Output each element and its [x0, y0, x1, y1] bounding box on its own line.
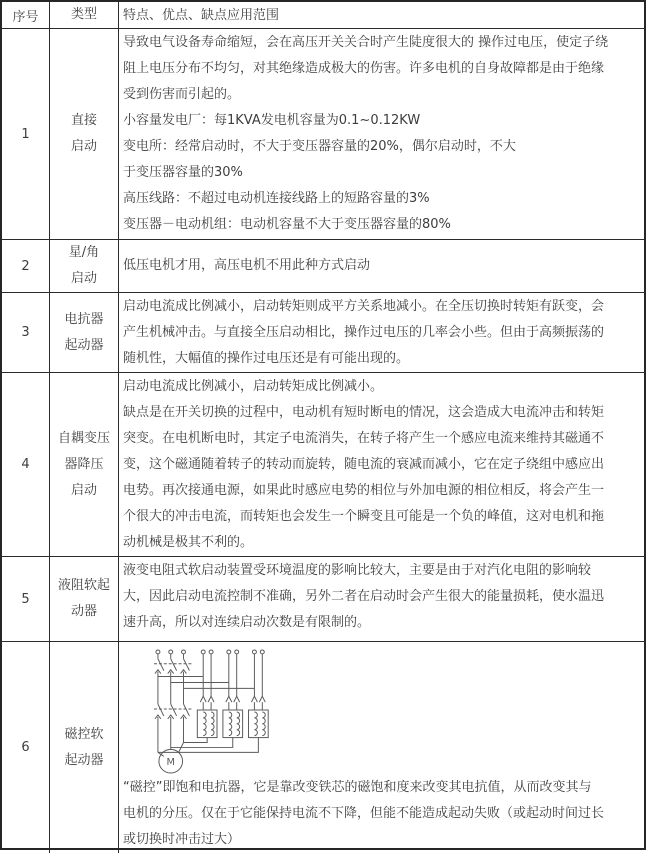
type-line: 起动器: [64, 752, 104, 768]
row-number: 1: [21, 126, 30, 142]
table-row-autotransformer: [2, 373, 644, 557]
content-line: 小容量发电厂：每1KVA发电机容量为0.1~0.12KW: [123, 113, 421, 128]
content-line: 启动电流成比例减小，启动转矩成比例减小。: [123, 379, 384, 394]
type-line: 电抗器: [64, 311, 104, 327]
content-line: 于变压器容量的30%: [123, 165, 243, 180]
circuit-diagram: [137, 647, 640, 775]
content-line: 低压电机才用，高压电机不用此种方式启动: [123, 258, 371, 273]
content-line: 阻上电压分布不均匀，对其绝缘造成极大的伤害。许多电机的自身故障都是由于绝缘: [123, 61, 605, 76]
header-no-label: 序号: [12, 9, 39, 25]
row-content-cell: [119, 373, 644, 557]
type-line: 启动: [70, 271, 97, 286]
row-type-cell: [50, 642, 119, 853]
type-line: 液阻软起: [57, 578, 110, 593]
content-line: 个很大的冲击电流，而转矩也会发生一个瞬变且可能是一个负的峰值，这对电机和拖: [123, 509, 605, 524]
row-number-cell: [2, 293, 50, 373]
content-line: 液变电阻式软启动装置受环境温度的影响比较大，主要是由于对汽化电阻的影响较: [123, 563, 592, 578]
header-cell-features: [119, 2, 644, 29]
content-line: 大，因此启动电流控制不准确，另外二者在启动时会产生很大的能量损耗，使水温迅: [123, 589, 605, 604]
content-line: 电机的分压。仅在于它能保持电流不下降，但能不能造成起动失败（或起动时间过长: [123, 806, 605, 821]
header-features-label: 特点、优点、缺点应用范围: [123, 7, 280, 23]
saturable-reactor-circuit-icon: [137, 647, 297, 775]
content-line: 变电所：经常启动时，不大于变压器容量的20%，偶尔启动时，不大: [123, 139, 516, 154]
table-header-row: [2, 2, 644, 29]
row-number-cell: [2, 29, 50, 240]
type-line: 起动器: [64, 337, 104, 353]
type-line: 直接: [70, 113, 97, 128]
type-line: 启动: [70, 482, 97, 498]
row-number-cell: [2, 240, 50, 293]
row-type-cell: [50, 240, 119, 293]
row-number-cell: [2, 373, 50, 557]
type-line: 器降压: [64, 456, 104, 472]
content-line: 动机械是极其不利的。: [123, 535, 254, 550]
table-row-direct-start: [2, 29, 644, 240]
row-content-cell: [119, 29, 644, 240]
type-line: 磁控软: [64, 726, 104, 742]
row-content-cell: [119, 557, 644, 642]
row-number: 5: [21, 591, 30, 607]
row-type-cell: [50, 29, 119, 240]
content-line: 缺点是在开关切换的过程中，电动机有短时断电的情况，这会造成大电流冲击和转矩: [123, 405, 605, 420]
row-content-cell: [119, 642, 644, 853]
row-number: 3: [21, 325, 30, 340]
content-line: “磁控”即饱和电抗器，它是靠改变铁芯的磁饱和度来改变其电抗值，从而改变其与: [123, 780, 592, 795]
content-line: 导致电气设备寿命缩短，会在高压开关关合时产生陡度很大的 操作过电压，使定子绕: [123, 35, 609, 50]
row-type-cell: [50, 373, 119, 557]
content-line: 或切换时冲击过大）: [123, 832, 241, 847]
row-number-cell: [2, 642, 50, 853]
row-type-cell: [50, 293, 119, 373]
header-cell-no: [2, 2, 50, 29]
content-line: 启动电流成比例减小，启动转矩则成平方关系地减小。在全压切换时转矩有跃变，会: [123, 299, 605, 314]
content-line: 变，这个磁通随着转子的转动而旋转，随电流的衰减而减小，它在定子绕组中感应出: [123, 457, 605, 472]
content-line: 变压器－电动机组：电动机容量不大于变压器容量的80%: [123, 217, 451, 232]
content-line: 速升高，所以对连续启动次数是有限制的。: [123, 615, 371, 630]
row-number: 2: [21, 258, 30, 274]
row-type-cell: [50, 557, 119, 642]
motor-label: M: [166, 757, 175, 769]
header-type-label: 类型: [70, 7, 97, 22]
table-row-liquid-resistance-starter: [2, 557, 644, 642]
row-content-cell: [119, 293, 644, 373]
row-number-cell: [2, 557, 50, 642]
table-row-star-delta: [2, 240, 644, 293]
type-line: 星/角: [68, 245, 100, 260]
content-line: 高压线路：不超过电动机连接线路上的短路容量的3%: [123, 191, 430, 206]
type-line: 动器: [70, 604, 97, 619]
row-number: 6: [21, 740, 30, 755]
type-line: 启动: [70, 139, 97, 154]
content-line: 受到伤害而引起的。: [123, 87, 241, 102]
content-line: 产生机械冲击。与直接全压启动相比，操作过电压的几率会小些。但由于高频振荡的: [123, 325, 605, 340]
content-line: 电势。再次接通电源，如果此时感应电势的相位与外加电源的相位相反，将会产生一: [123, 483, 605, 498]
content-line: 随机性，大幅值的操作过电压还是有可能出现的。: [123, 351, 410, 366]
type-line: 自耦变压: [57, 430, 110, 446]
table-row-reactor-starter: [2, 293, 644, 373]
header-cell-type: [50, 2, 119, 29]
content-line: 突变。在电机断电时，其定子电流消失，在转子将产生一个感应电流来维持其磁通不: [123, 431, 605, 446]
row-content-cell: [119, 240, 644, 293]
table-row-magnetic-soft-starter: [2, 642, 644, 853]
row-number: 4: [21, 457, 30, 472]
